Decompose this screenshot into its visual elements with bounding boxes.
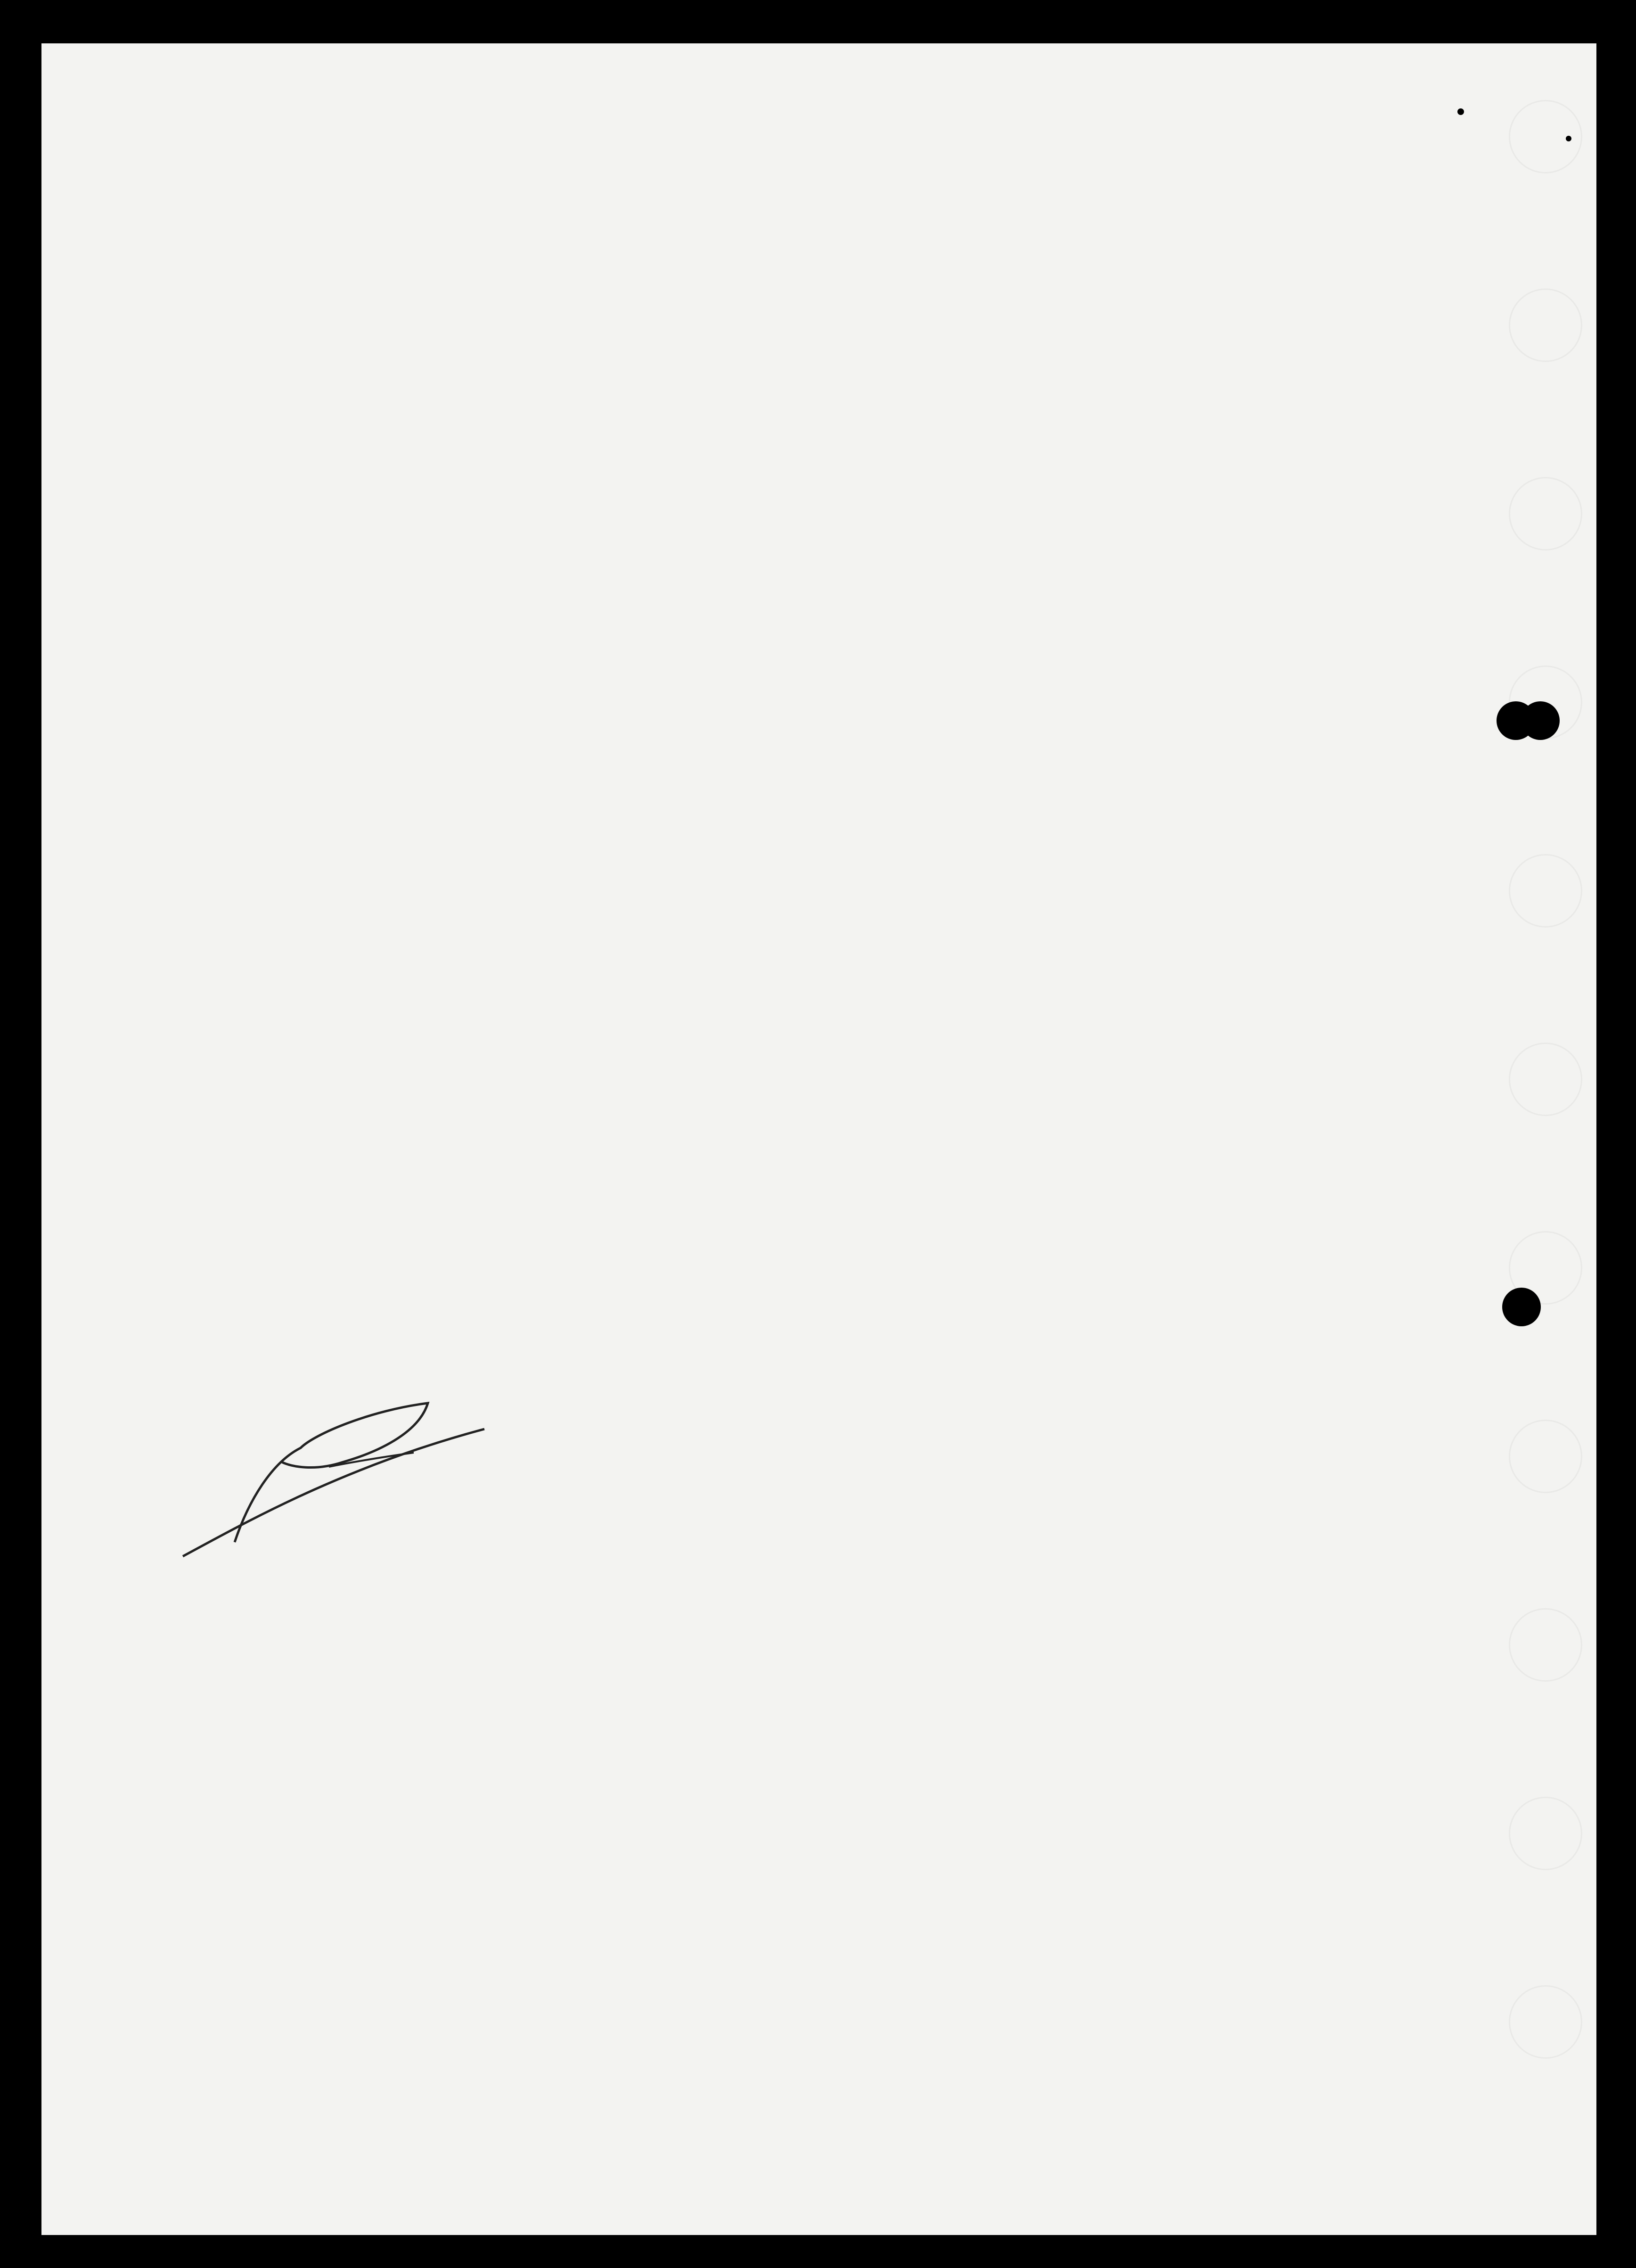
watermark-seal xyxy=(1509,477,1582,551)
watermark-seal xyxy=(1509,854,1582,928)
watermark-seal xyxy=(1509,1043,1582,1116)
watermark-seal xyxy=(1509,1608,1582,1682)
watermark-seal xyxy=(1509,100,1582,173)
watermark-seal xyxy=(1509,288,1582,362)
watermark-seal xyxy=(1509,1985,1582,2059)
punch-hole xyxy=(1521,701,1560,740)
punch-hole xyxy=(1502,1288,1541,1326)
signature xyxy=(173,1358,522,1570)
watermark-seal xyxy=(1509,1420,1582,1493)
dot-mark xyxy=(1566,136,1571,141)
letter-page xyxy=(41,43,1596,2235)
watermark-seal xyxy=(1509,1797,1582,1870)
dot-mark xyxy=(1457,108,1464,115)
